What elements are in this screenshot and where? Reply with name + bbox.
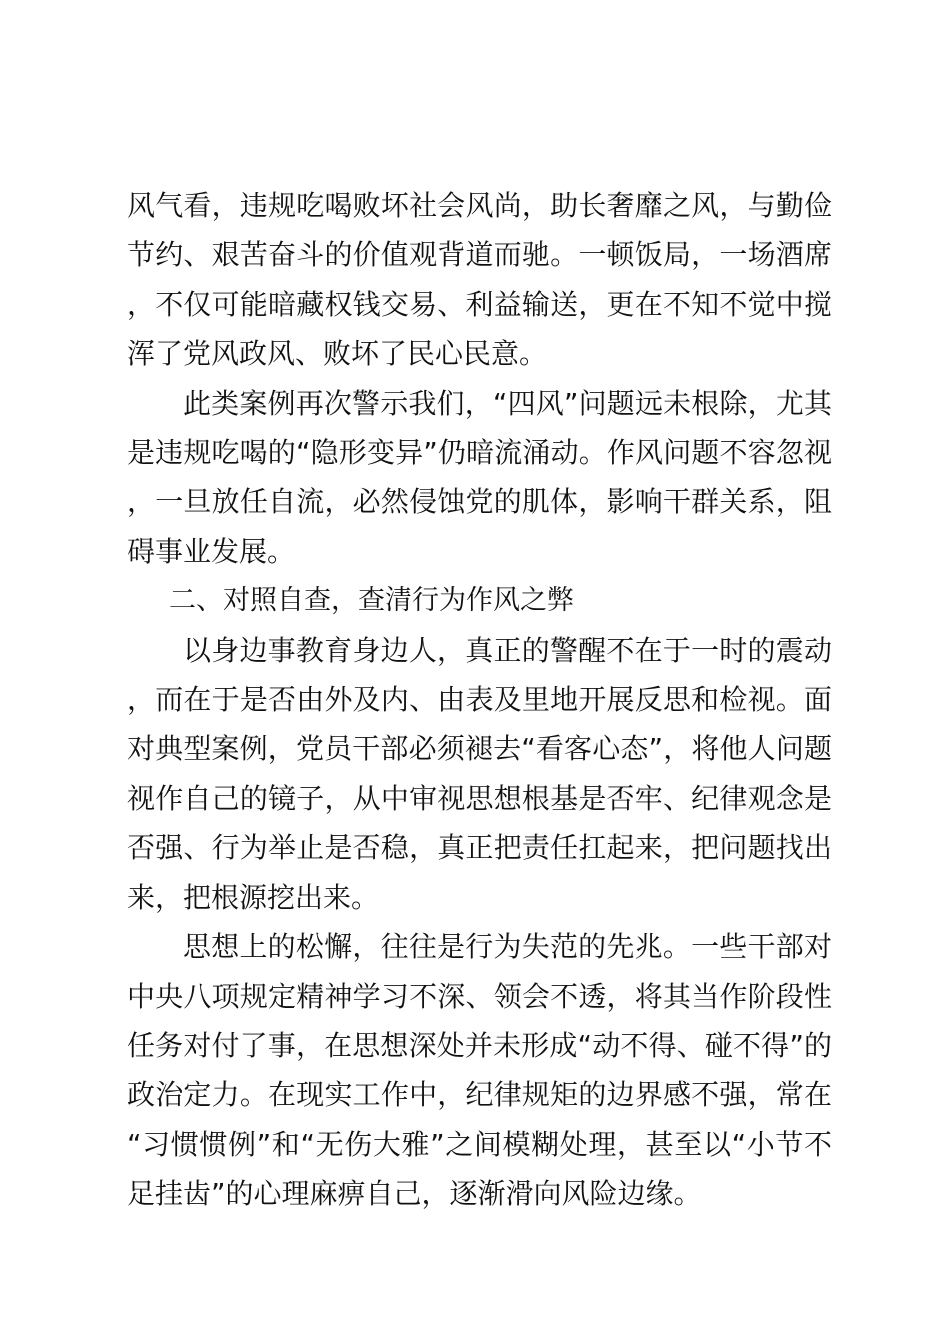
paragraph-self-check: 以身边事教育身边人，真正的警醒不在于一时的震动，而在于是否由外及内、由表及里地开展反思和检视。面对典型案例，党员干部必须褪去“看客心态”，将他人问题视作自己的镜子，从中审视思想根基是否牢、纪律观念是否强、行为举止是否稳，真正把责任扛起来，把问题找出来，把根源挖出来。: [127, 633, 832, 914]
paragraph-continuation: 风气看，违规吃喝败坏社会风尚，助长奢靡之风，与勤俭节约、艰苦奋斗的价值观背道而驰。一顿饭局，一场酒席，不仅可能暗藏权钱交易、利益输送，更在不知不觉中搅浑了党风政风、败坏了民心民意。: [127, 189, 832, 371]
paragraph-warning: 此类案例再次警示我们，“四风”问题远未根除，尤其是违规吃喝的“隐形变异”仍暗流涌动。作风问题不容忽视，一旦放任自流，必然侵蚀党的肌体，影响干群关系，阻碍事业发展。: [127, 386, 832, 568]
paragraph-thinking: 思想上的松懈，往往是行为失范的先兆。一些干部对中央八项规定精神学习不深、领会不透，将其当作阶段性任务对付了事，在思想深处并未形成“动不得、碰不得”的政治定力。在现实工作中，纪律规矩的边界感不强，常在“习惯惯例”和“无伤大雅”之间模糊处理，甚至以“小节不足挂齿”的心理麻痹自己，逐渐滑向风险边缘。: [127, 930, 832, 1211]
document-body: [127, 181, 832, 1219]
section-heading: 二、对照自查，查清行为作风之弊: [169, 585, 574, 617]
